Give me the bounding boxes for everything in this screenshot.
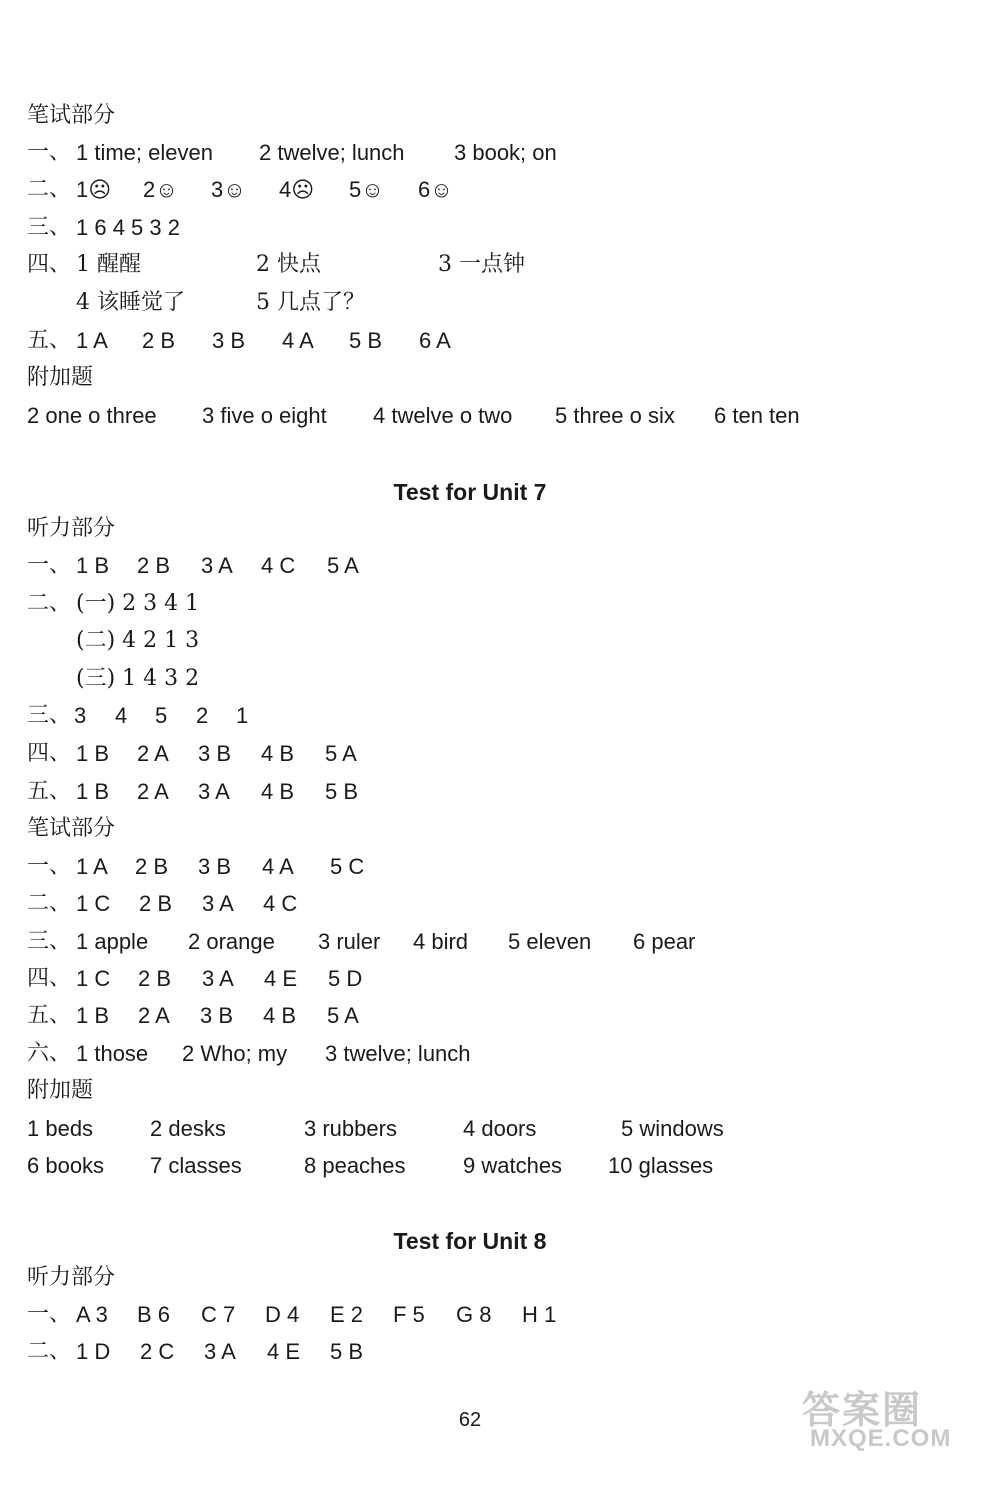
heading-text: 附加题 — [27, 365, 94, 390]
answer-item: (二) 4 2 1 3 — [76, 628, 200, 653]
answer-item: 5 A — [325, 741, 357, 766]
answer-item: 4 C — [261, 553, 296, 578]
answer-item: 4 twelve o two — [373, 403, 513, 428]
answer-item: D 4 — [265, 1302, 300, 1327]
answer-item: 4 E — [267, 1339, 301, 1364]
answer-item: 1 B — [76, 779, 110, 804]
answer-item: G 8 — [456, 1302, 492, 1327]
answer-item: 10 glasses — [608, 1153, 714, 1178]
answer-item: B 6 — [137, 1302, 171, 1327]
answer-item: 6 pear — [633, 929, 696, 954]
question-number: 一、 — [27, 140, 72, 165]
answer-item: 5 D — [328, 966, 363, 991]
answer-item: 1 apple — [76, 929, 149, 954]
answer-item: 1 C — [76, 891, 111, 916]
answer-item: 2 Who; my — [182, 1041, 288, 1066]
watermark-logo — [802, 1379, 982, 1459]
answer-item: 3 A — [201, 553, 233, 578]
answer-item: 3 B — [212, 328, 246, 353]
answer-item: 4 doors — [463, 1116, 537, 1141]
face-answer: 5☺ — [349, 177, 384, 202]
question-number: 二、 — [27, 177, 72, 202]
face-answer: 6☺ — [418, 177, 453, 202]
watermark-line1: 答案圈 — [802, 1387, 923, 1432]
answer-item: 1 — [236, 703, 249, 728]
answer-item: E 2 — [330, 1302, 364, 1327]
answer-item: 4 B — [261, 779, 295, 804]
answer-item: 5 — [155, 703, 168, 728]
answer-item: 1 C — [76, 966, 111, 991]
answer-item: 2 A — [137, 779, 169, 804]
question-number: 六、 — [27, 1041, 72, 1066]
question-number: 二、 — [27, 1339, 72, 1364]
answer-item: 4 该睡觉了 — [76, 290, 185, 315]
answer-item: 3 A — [204, 1339, 236, 1364]
answer-item: 3 A — [202, 891, 234, 916]
answer-item: 3 B — [200, 1003, 234, 1028]
answer-item: 4 C — [263, 891, 298, 916]
answer-item: 9 watches — [463, 1153, 563, 1178]
answer-item: 8 peaches — [304, 1153, 406, 1178]
answer-item: 6 ten ten — [714, 403, 800, 428]
question-number: 五、 — [27, 328, 72, 353]
question-number: 五、 — [27, 1003, 72, 1028]
answer-item: 2 twelve; lunch — [259, 140, 405, 165]
answer-item: 2 one o three — [27, 403, 157, 428]
answer-item: 7 classes — [150, 1153, 242, 1178]
answer-item: (一) 2 3 4 1 — [76, 591, 200, 616]
unit8-title: Test for Unit 8 — [393, 1228, 547, 1254]
answer-item: 3 一点钟 — [438, 252, 525, 277]
answer-item: C 7 — [201, 1302, 236, 1327]
heading-text: 笔试部分 — [27, 103, 116, 128]
question-number: 一、 — [27, 553, 72, 578]
answer-item: 1 beds — [27, 1116, 94, 1141]
answer-item: A 3 — [76, 1302, 108, 1327]
answer-item: 5 A — [327, 553, 359, 578]
face-answer: 3☺ — [211, 177, 246, 202]
answer-item: 2 B — [137, 553, 171, 578]
answer-item: F 5 — [393, 1302, 425, 1327]
answer-item: 3 twelve; lunch — [325, 1041, 471, 1066]
answer-item: 2 B — [142, 328, 176, 353]
answer-item: 1 D — [76, 1339, 111, 1364]
answer-item: 4 — [115, 703, 128, 728]
answer-item: 3 rubbers — [304, 1116, 397, 1141]
answer-item: 6 A — [419, 328, 451, 353]
answer-item: H 1 — [522, 1302, 557, 1327]
unit7-title: Test for Unit 7 — [393, 479, 547, 505]
answer-item: 3 B — [198, 741, 232, 766]
question-number: 四、 — [27, 252, 72, 277]
heading-text: 听力部分 — [27, 516, 116, 541]
answer-item: 5 eleven — [508, 929, 592, 954]
answer-item: 2 C — [140, 1339, 175, 1364]
question-number: 三、 — [27, 703, 72, 728]
answer-item: 3 — [74, 703, 87, 728]
answer-item: 4 E — [264, 966, 298, 991]
watermark-line2: MXQE.COM — [810, 1425, 952, 1452]
answer-item: 5 three o six — [555, 403, 675, 428]
answer-item: 4 bird — [413, 929, 469, 954]
answer-item: 1 those — [76, 1041, 149, 1066]
answer-item: 2 desks — [150, 1116, 226, 1141]
face-answer: 4☹ — [279, 177, 315, 202]
answer-item: 4 A — [282, 328, 314, 353]
answer-item: 2 B — [139, 891, 173, 916]
heading-text: 听力部分 — [27, 1265, 116, 1290]
question-number: 五、 — [27, 779, 72, 804]
answer-item: 2 B — [135, 854, 169, 879]
answer-item: 5 C — [330, 854, 365, 879]
answer-item: 1 A — [76, 854, 108, 879]
answer-item: 2 — [196, 703, 209, 728]
answer-item: 1 B — [76, 553, 110, 578]
answer-item: 5 A — [327, 1003, 359, 1028]
answer-item: 2 A — [137, 741, 169, 766]
answer-item: 2 orange — [188, 929, 275, 954]
answer-item: (三) 1 4 3 2 — [76, 666, 200, 691]
answer-item: 1 A — [76, 328, 108, 353]
answer-item: 6 books — [27, 1153, 105, 1178]
answer-item: 3 B — [198, 854, 232, 879]
answer-item: 5 B — [325, 779, 359, 804]
heading-text: 笔试部分 — [27, 816, 116, 841]
answer-item: 1 B — [76, 1003, 110, 1028]
answer-item: 3 A — [198, 779, 230, 804]
question-number: 四、 — [27, 966, 72, 991]
answer-item: 5 windows — [621, 1116, 724, 1141]
answer-item: 1 6 4 5 3 2 — [76, 215, 180, 240]
answer-item: 5 B — [330, 1339, 364, 1364]
answer-item: 3 book; on — [454, 140, 557, 165]
answer-item: 2 快点 — [256, 252, 321, 277]
answer-item: 4 A — [262, 854, 294, 879]
heading-text: 附加题 — [27, 1078, 94, 1103]
answer-item: 3 A — [202, 966, 234, 991]
face-answer: 1☹ — [76, 177, 112, 202]
answer-item: 1 醒醒 — [76, 252, 141, 277]
answer-item: 3 ruler — [318, 929, 381, 954]
question-number: 一、 — [27, 854, 72, 879]
answer-item: 5 几点了？ — [256, 290, 365, 315]
face-answer: 2☺ — [143, 177, 178, 202]
answer-item: 3 five o eight — [202, 403, 327, 428]
answer-item: 4 B — [261, 741, 295, 766]
answer-item: 1 B — [76, 741, 110, 766]
question-number: 二、 — [27, 891, 72, 916]
answer-item: 2 A — [138, 1003, 170, 1028]
question-number: 三、 — [27, 929, 72, 954]
question-number: 四、 — [27, 741, 72, 766]
answer-item: 5 B — [349, 328, 383, 353]
answer-item: 1 time; eleven — [76, 140, 213, 165]
answer-item: 4 B — [263, 1003, 297, 1028]
answer-item: 2 B — [138, 966, 172, 991]
question-number: 三、 — [27, 215, 72, 240]
question-number: 二、 — [27, 591, 72, 616]
question-number: 一、 — [27, 1302, 72, 1327]
page-number: 62 — [458, 1409, 482, 1431]
